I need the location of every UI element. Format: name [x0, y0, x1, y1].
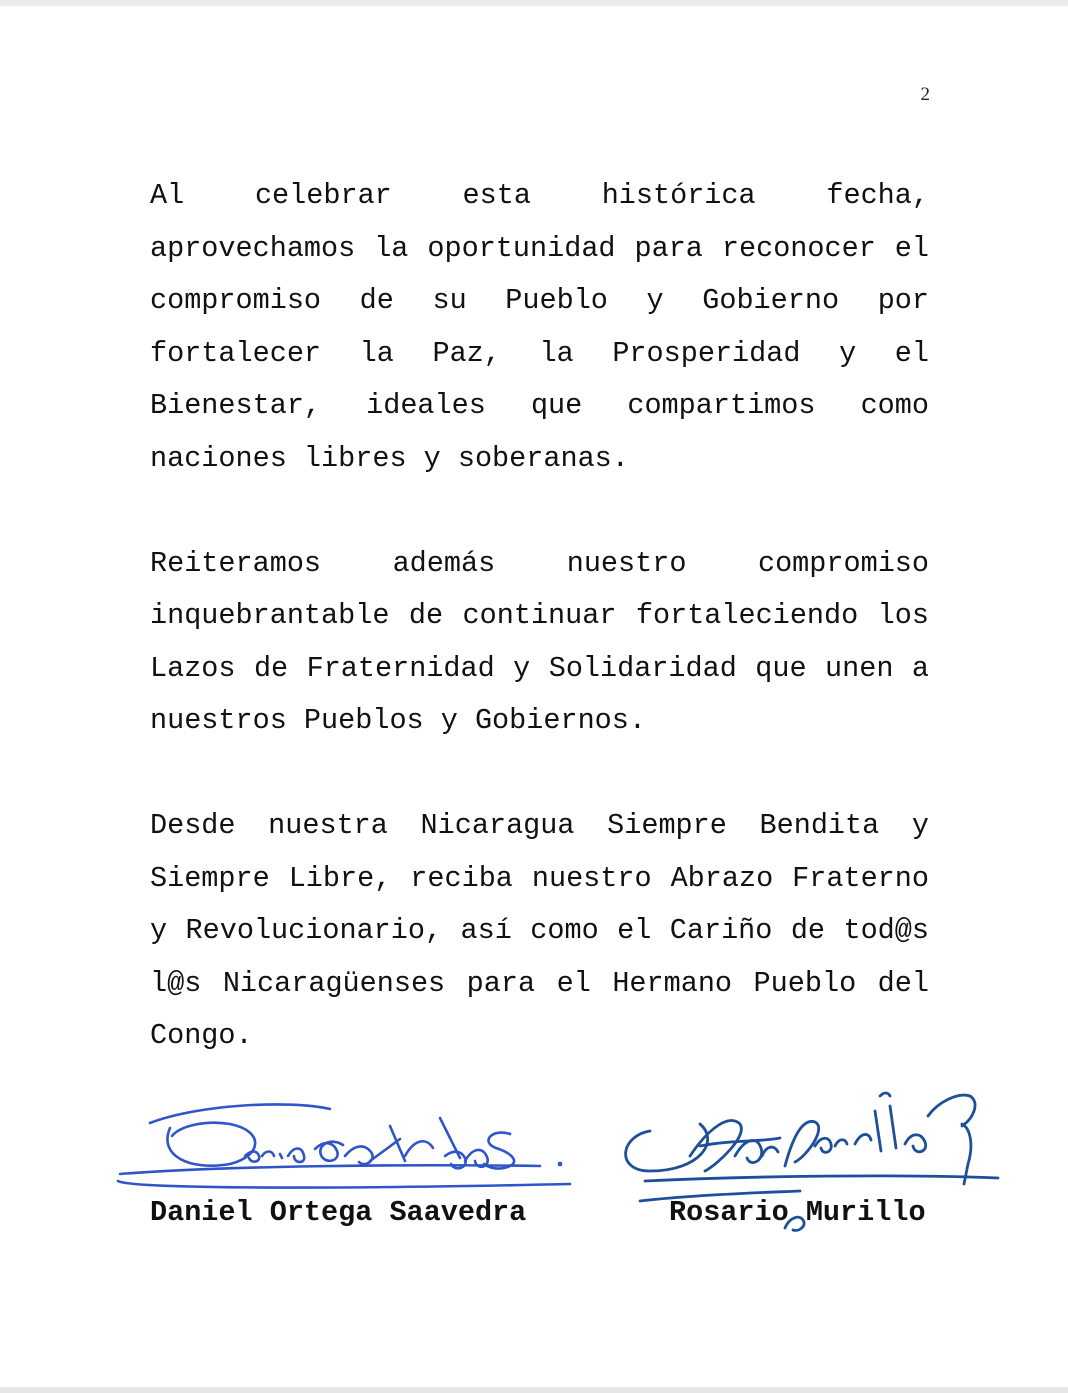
- viewer-bottom-edge: [0, 1387, 1068, 1393]
- paragraph-1: Al celebrar esta histórica fecha, aprovechamos la oportunidad para reconocer el compromiso de su Pueblo y Gobierno por fortalecer la Paz, la Prosperidad y el Bienestar, ideales que compartimos como naciones libres y soberanas.: [150, 179, 929, 475]
- paragraph-2: Reiteramos además nuestro compromiso inquebrantable de continuar fortaleciendo los Lazos de Fraternidad y Solidaridad que unen a nuestros Pueblos y Gobiernos.: [150, 546, 929, 737]
- document-page: [0, 6, 1068, 1387]
- signatures-layer: [0, 6, 1068, 1387]
- paragraph-3: Desde nuestra Nicaragua Siempre Bendita y Siempre Libre, reciba nuestro Abrazo Fraterno y Revolucionario, así como el Cariño de tod@s l@s Nicaragüenses para el Hermano Pueblo del Congo.: [150, 809, 929, 1052]
- page-number: 2: [920, 84, 930, 105]
- signer-name-right: Rosario Murillo: [669, 1196, 926, 1229]
- signer-name-left: Daniel Ortega Saavedra: [150, 1196, 527, 1229]
- signature-left: [118, 1104, 570, 1187]
